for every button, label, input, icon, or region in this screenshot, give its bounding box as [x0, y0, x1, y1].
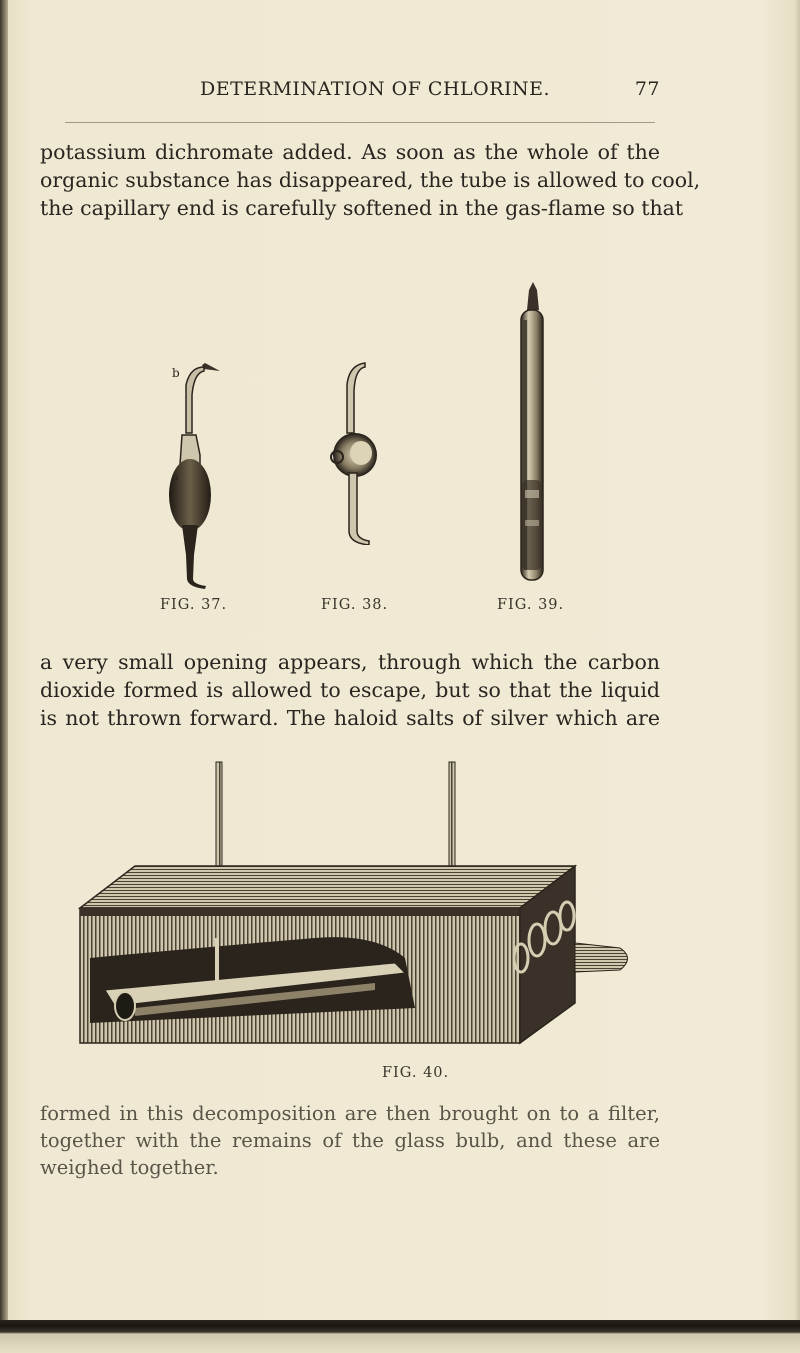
text-line: organic substance has disappeared, the tube is allowed to cool, — [40, 168, 701, 192]
figure-40-furnace — [75, 758, 640, 1050]
paragraph-3 — [40, 1100, 660, 1181]
text-line: potassium dichromate added. As soon as the whole of the — [40, 140, 660, 164]
figure-38-bulb-tube — [325, 355, 385, 545]
figure-39-sealed-tube — [505, 280, 565, 590]
text-line: weighed together. — [40, 1156, 219, 1179]
running-header — [60, 78, 660, 108]
text-line: dioxide formed is allowed to escape, but so that the liquid — [40, 678, 660, 702]
figure-39-caption: FIG. 39. — [497, 597, 565, 613]
header-rule — [65, 122, 655, 123]
page-number: 77 — [634, 78, 660, 100]
binding-shadow — [0, 0, 8, 1353]
text-line: the capillary end is carefully softened in the gas-flame so that — [40, 196, 684, 220]
paragraph-2 — [40, 648, 660, 732]
page-edge — [794, 0, 800, 1353]
text-line: together with the remains of the glass bulb, and these are — [40, 1129, 660, 1152]
figure-38-caption: FIG. 38. — [321, 597, 389, 613]
fig37-label-b: b — [172, 366, 180, 380]
figure-40-caption: FIG. 40. — [382, 1065, 450, 1081]
figure-37-bulb-tube — [160, 355, 240, 590]
header-title: DETERMINATION OF CHLORINE. — [200, 78, 551, 100]
paragraph-1 — [40, 138, 701, 222]
text-line: is not thrown forward. The haloid salts of silver which are — [40, 706, 660, 730]
figure-37-caption: FIG. 37. — [160, 597, 228, 613]
page-bottom-edge — [0, 1320, 800, 1353]
text-line: a very small opening appears, through which the carbon — [40, 650, 660, 674]
fig37-label-a: a — [172, 470, 179, 483]
text-line: formed in this decomposition are then brought on to a filter, — [40, 1102, 660, 1125]
